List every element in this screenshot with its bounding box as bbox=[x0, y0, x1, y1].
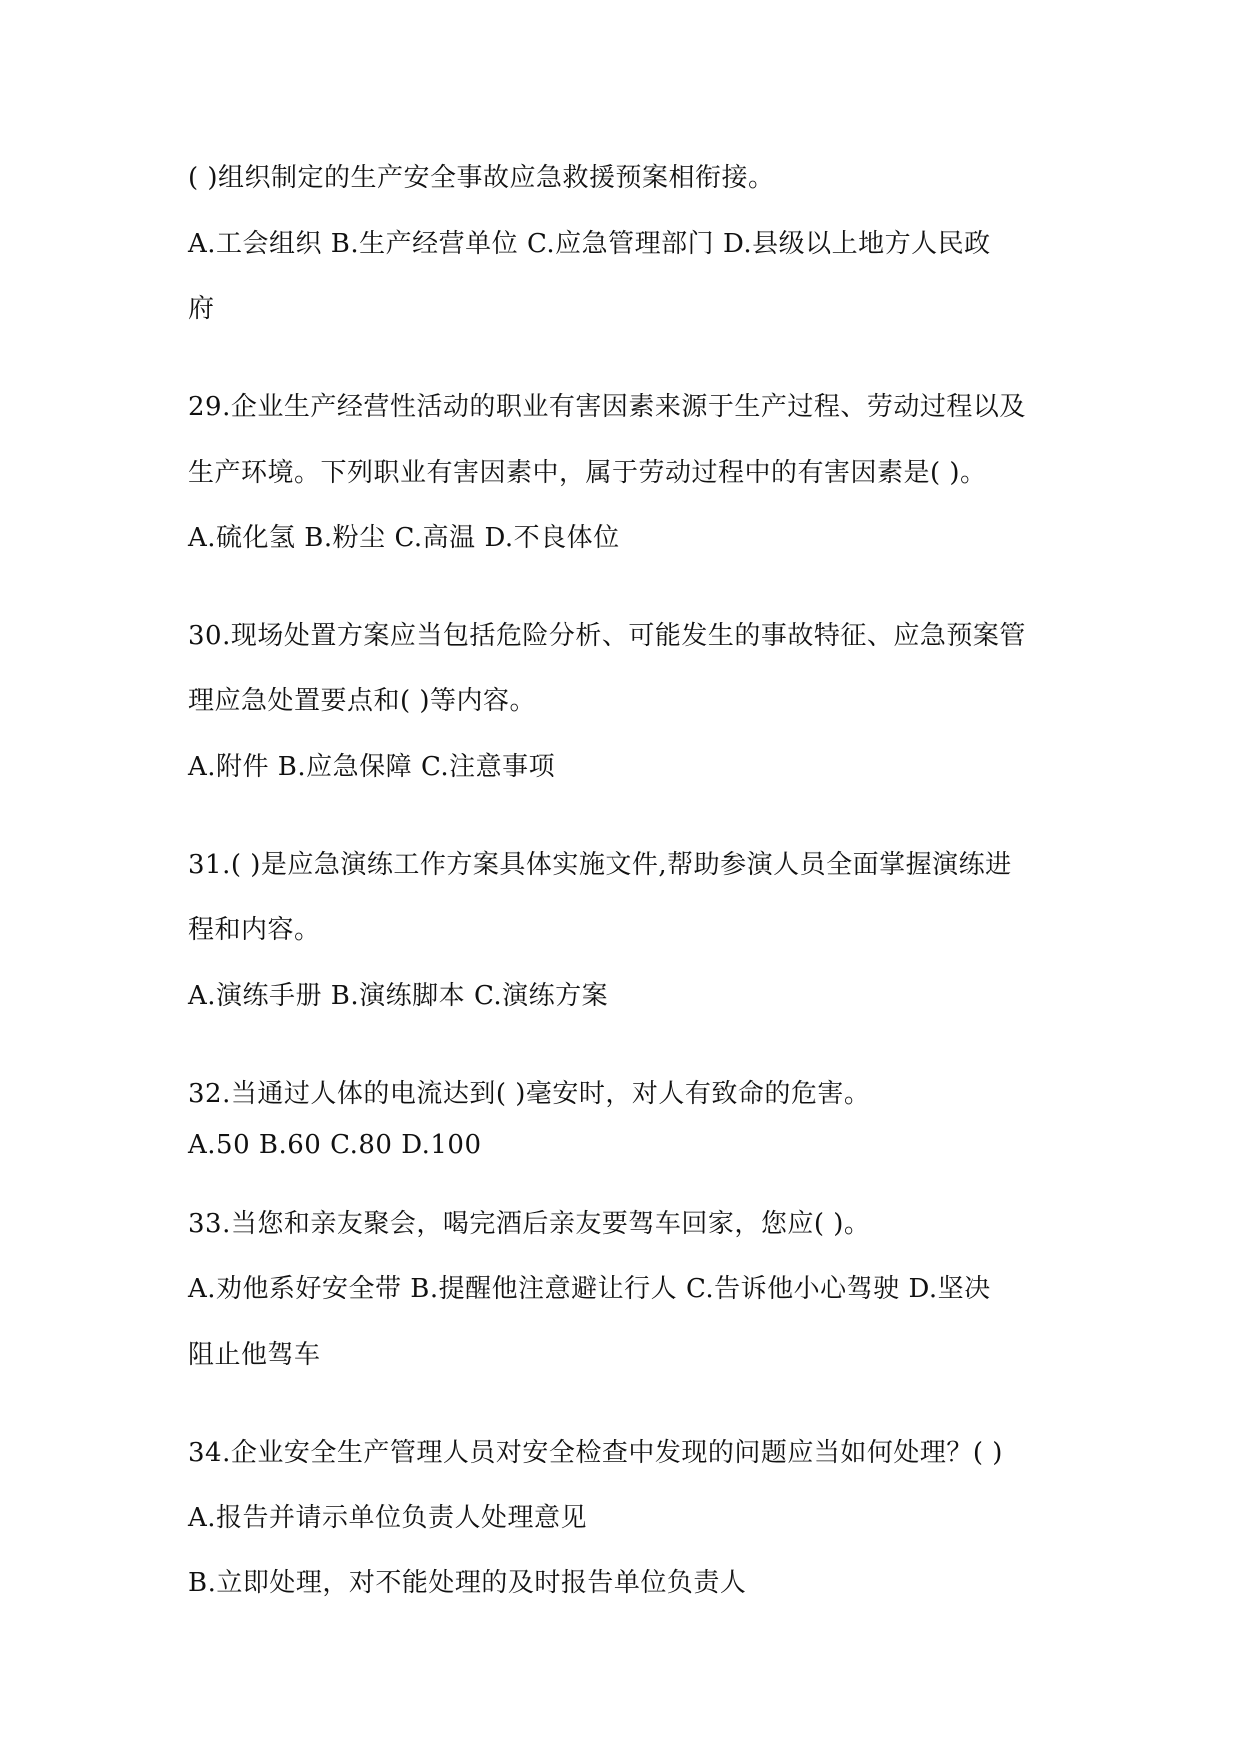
question-29-stem: 29.企业生产经营性活动的职业有害因素来源于生产过程、劳动过程以及 bbox=[188, 392, 1026, 422]
question-32-stem: 32.当通过人体的电流达到( )毫安时，对人有致命的危害。 bbox=[188, 1079, 871, 1109]
question-30-stem: 30.现场处置方案应当包括危险分析、可能发生的事故特征、应急预案管 bbox=[188, 621, 1026, 651]
question-33-options: A.劝他系好安全带 B.提醒他注意避让行人 C.告诉他小心驾驶 D.坚决 bbox=[188, 1274, 991, 1304]
question-29-stem-cont: 生产环境。下列职业有害因素中，属于劳动过程中的有害因素是( )。 bbox=[188, 458, 987, 488]
question-34-option-a: A.报告并请示单位负责人处理意见 bbox=[188, 1503, 588, 1533]
question-30-options: A.附件 B.应急保障 C.注意事项 bbox=[188, 752, 556, 782]
question-30-stem-cont: 理应急处置要点和( )等内容。 bbox=[188, 686, 537, 716]
question-29-options: A.硫化氢 B.粉尘 C.高温 D.不良体位 bbox=[188, 523, 620, 553]
question-28-options: A.工会组织 B.生产经营单位 C.应急管理部门 D.县级以上地方人民政 bbox=[188, 229, 991, 259]
question-28-options-cont: 府 bbox=[188, 294, 215, 324]
question-34-stem: 34.企业安全生产管理人员对安全检查中发现的问题应当如何处理？( ) bbox=[188, 1438, 1003, 1468]
question-31-options: A.演练手册 B.演练脚本 C.演练方案 bbox=[188, 981, 609, 1011]
question-31-stem-cont: 程和内容。 bbox=[188, 915, 321, 945]
question-31-stem: 31.( )是应急演练工作方案具体实施文件,帮助参演人员全面掌握演练进 bbox=[188, 850, 1012, 880]
question-28-stem-end: ( )组织制定的生产安全事故应急救援预案相衔接。 bbox=[188, 163, 775, 193]
question-33-options-cont: 阻止他驾车 bbox=[188, 1340, 321, 1370]
question-34-option-b: B.立即处理，对不能处理的及时报告单位负责人 bbox=[188, 1568, 747, 1598]
question-33-stem: 33.当您和亲友聚会，喝完酒后亲友要驾车回家，您应( )。 bbox=[188, 1209, 871, 1239]
question-32-options: A.50 B.60 C.80 D.100 bbox=[188, 1130, 482, 1160]
